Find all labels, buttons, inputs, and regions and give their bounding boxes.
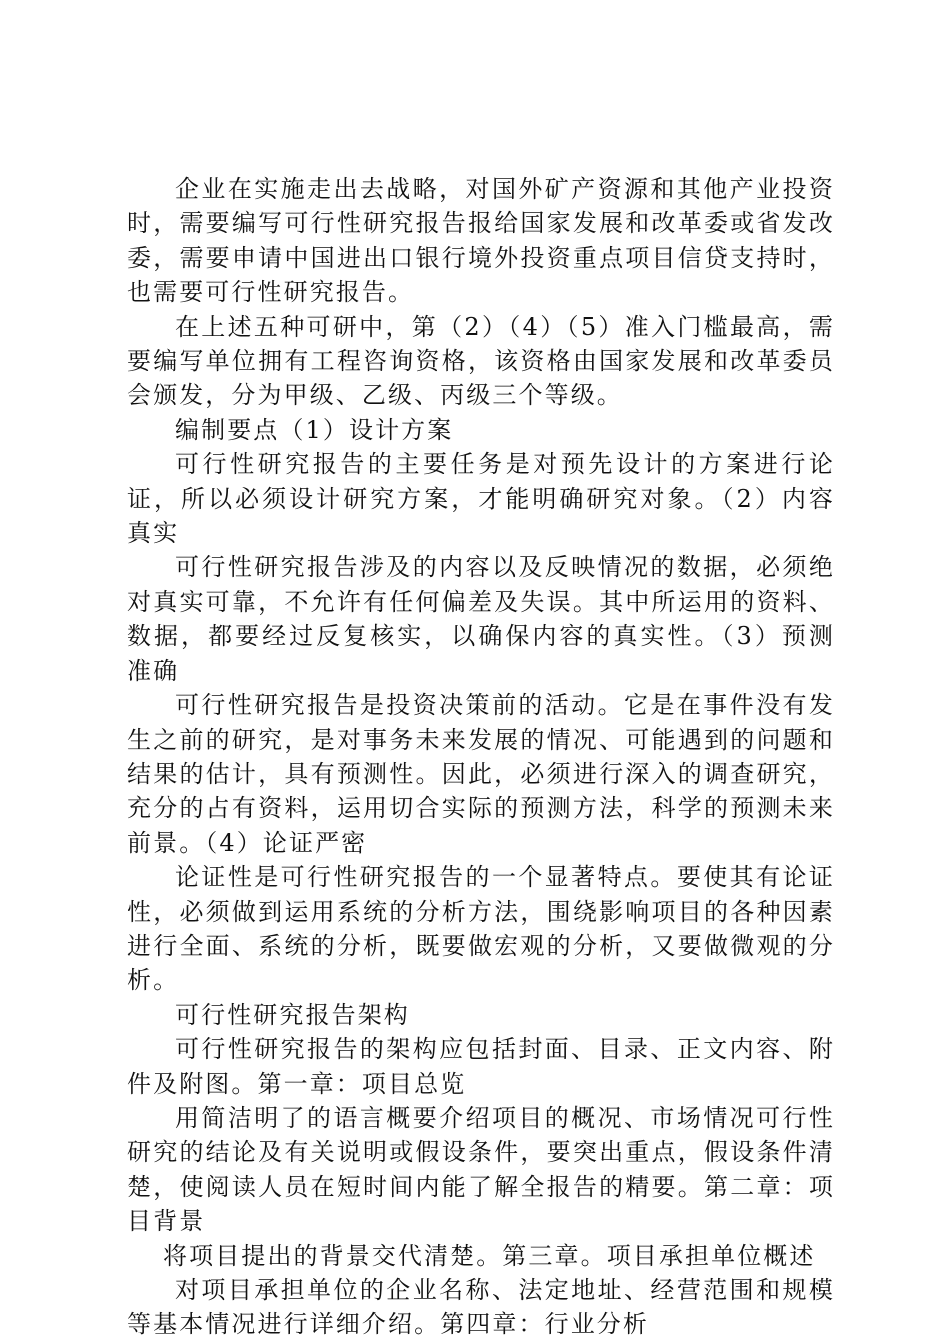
paragraph-undertaking-unit: 对项目承担单位的企业名称、法定地址、经营范围和规模等基本情况进行详细介绍。第四章：行业分析 — [127, 1276, 835, 1339]
heading-key-points-design: 编制要点（1）设计方案 — [175, 415, 454, 444]
paragraph-content-truth: 可行性研究报告涉及的内容以及反映情况的数据，必须绝对真实可靠，不允许有任何偏差及失误。其中所运用的资料、数据，都要经过反复核实，以确保内容的真实性。（3）预测准确 — [127, 553, 835, 685]
paragraph-entry-threshold: 在上述五种可研中，第（2）（4）（5）准入门槛最高，需要编写单位拥有工程咨询资格，该资格由国家发展和改革委员会颁发，分为甲级、乙级、丙级三个等级。 — [127, 312, 835, 410]
paragraph-design-plan: 可行性研究报告的主要任务是对预先设计的方案进行论证，所以必须设计研究方案，才能明确研究对象。（2）内容真实 — [127, 450, 835, 548]
paragraph-rigorous-argument: 论证性是可行性研究报告的一个显著特点。要使其有论证性，必须做到运用系统的分析方法，围绕影响项目的各种因素进行全面、系统的分析，既要做宏观的分析，又要做微观的分析。 — [127, 863, 835, 995]
heading-report-structure: 可行性研究报告架构 — [175, 1000, 410, 1029]
paragraph-forecast-accuracy: 可行性研究报告是投资决策前的活动。它是在事件没有发生之前的研究，是对事务未来发展的情况、可能遇到的问题和结果的估计，具有预测性。因此，必须进行深入的调查研究，充分的占有资料，运用切合实际的预测方法，科学的预测未来前景。（4）论证严密 — [127, 691, 835, 857]
paragraph-project-overview: 用简洁明了的语言概要介绍项目的概况、市场情况可行性研究的结论及有关说明或假设条件，要突出重点，假设条件清楚，使阅读人员在短时间内能了解全报告的精要。第二章：项目背景 — [127, 1103, 835, 1236]
paragraph-project-background: 将项目提出的背景交代清楚。第三章。项目承担单位概述 — [163, 1241, 816, 1270]
paragraph-structure-contents: 可行性研究报告的架构应包括封面、目录、正文内容、附件及附图。第一章：项目总览 — [127, 1035, 835, 1098]
paragraph-overseas-investment: 企业在实施走出去战略，对国外矿产资源和其他产业投资时，需要编写可行性研究报告报给国家发展和改革委或省发改委，需要申请中国进出口银行境外投资重点项目信贷支持时，也需要可行性研究报告。 — [127, 175, 835, 307]
document-body — [127, 172, 835, 1342]
